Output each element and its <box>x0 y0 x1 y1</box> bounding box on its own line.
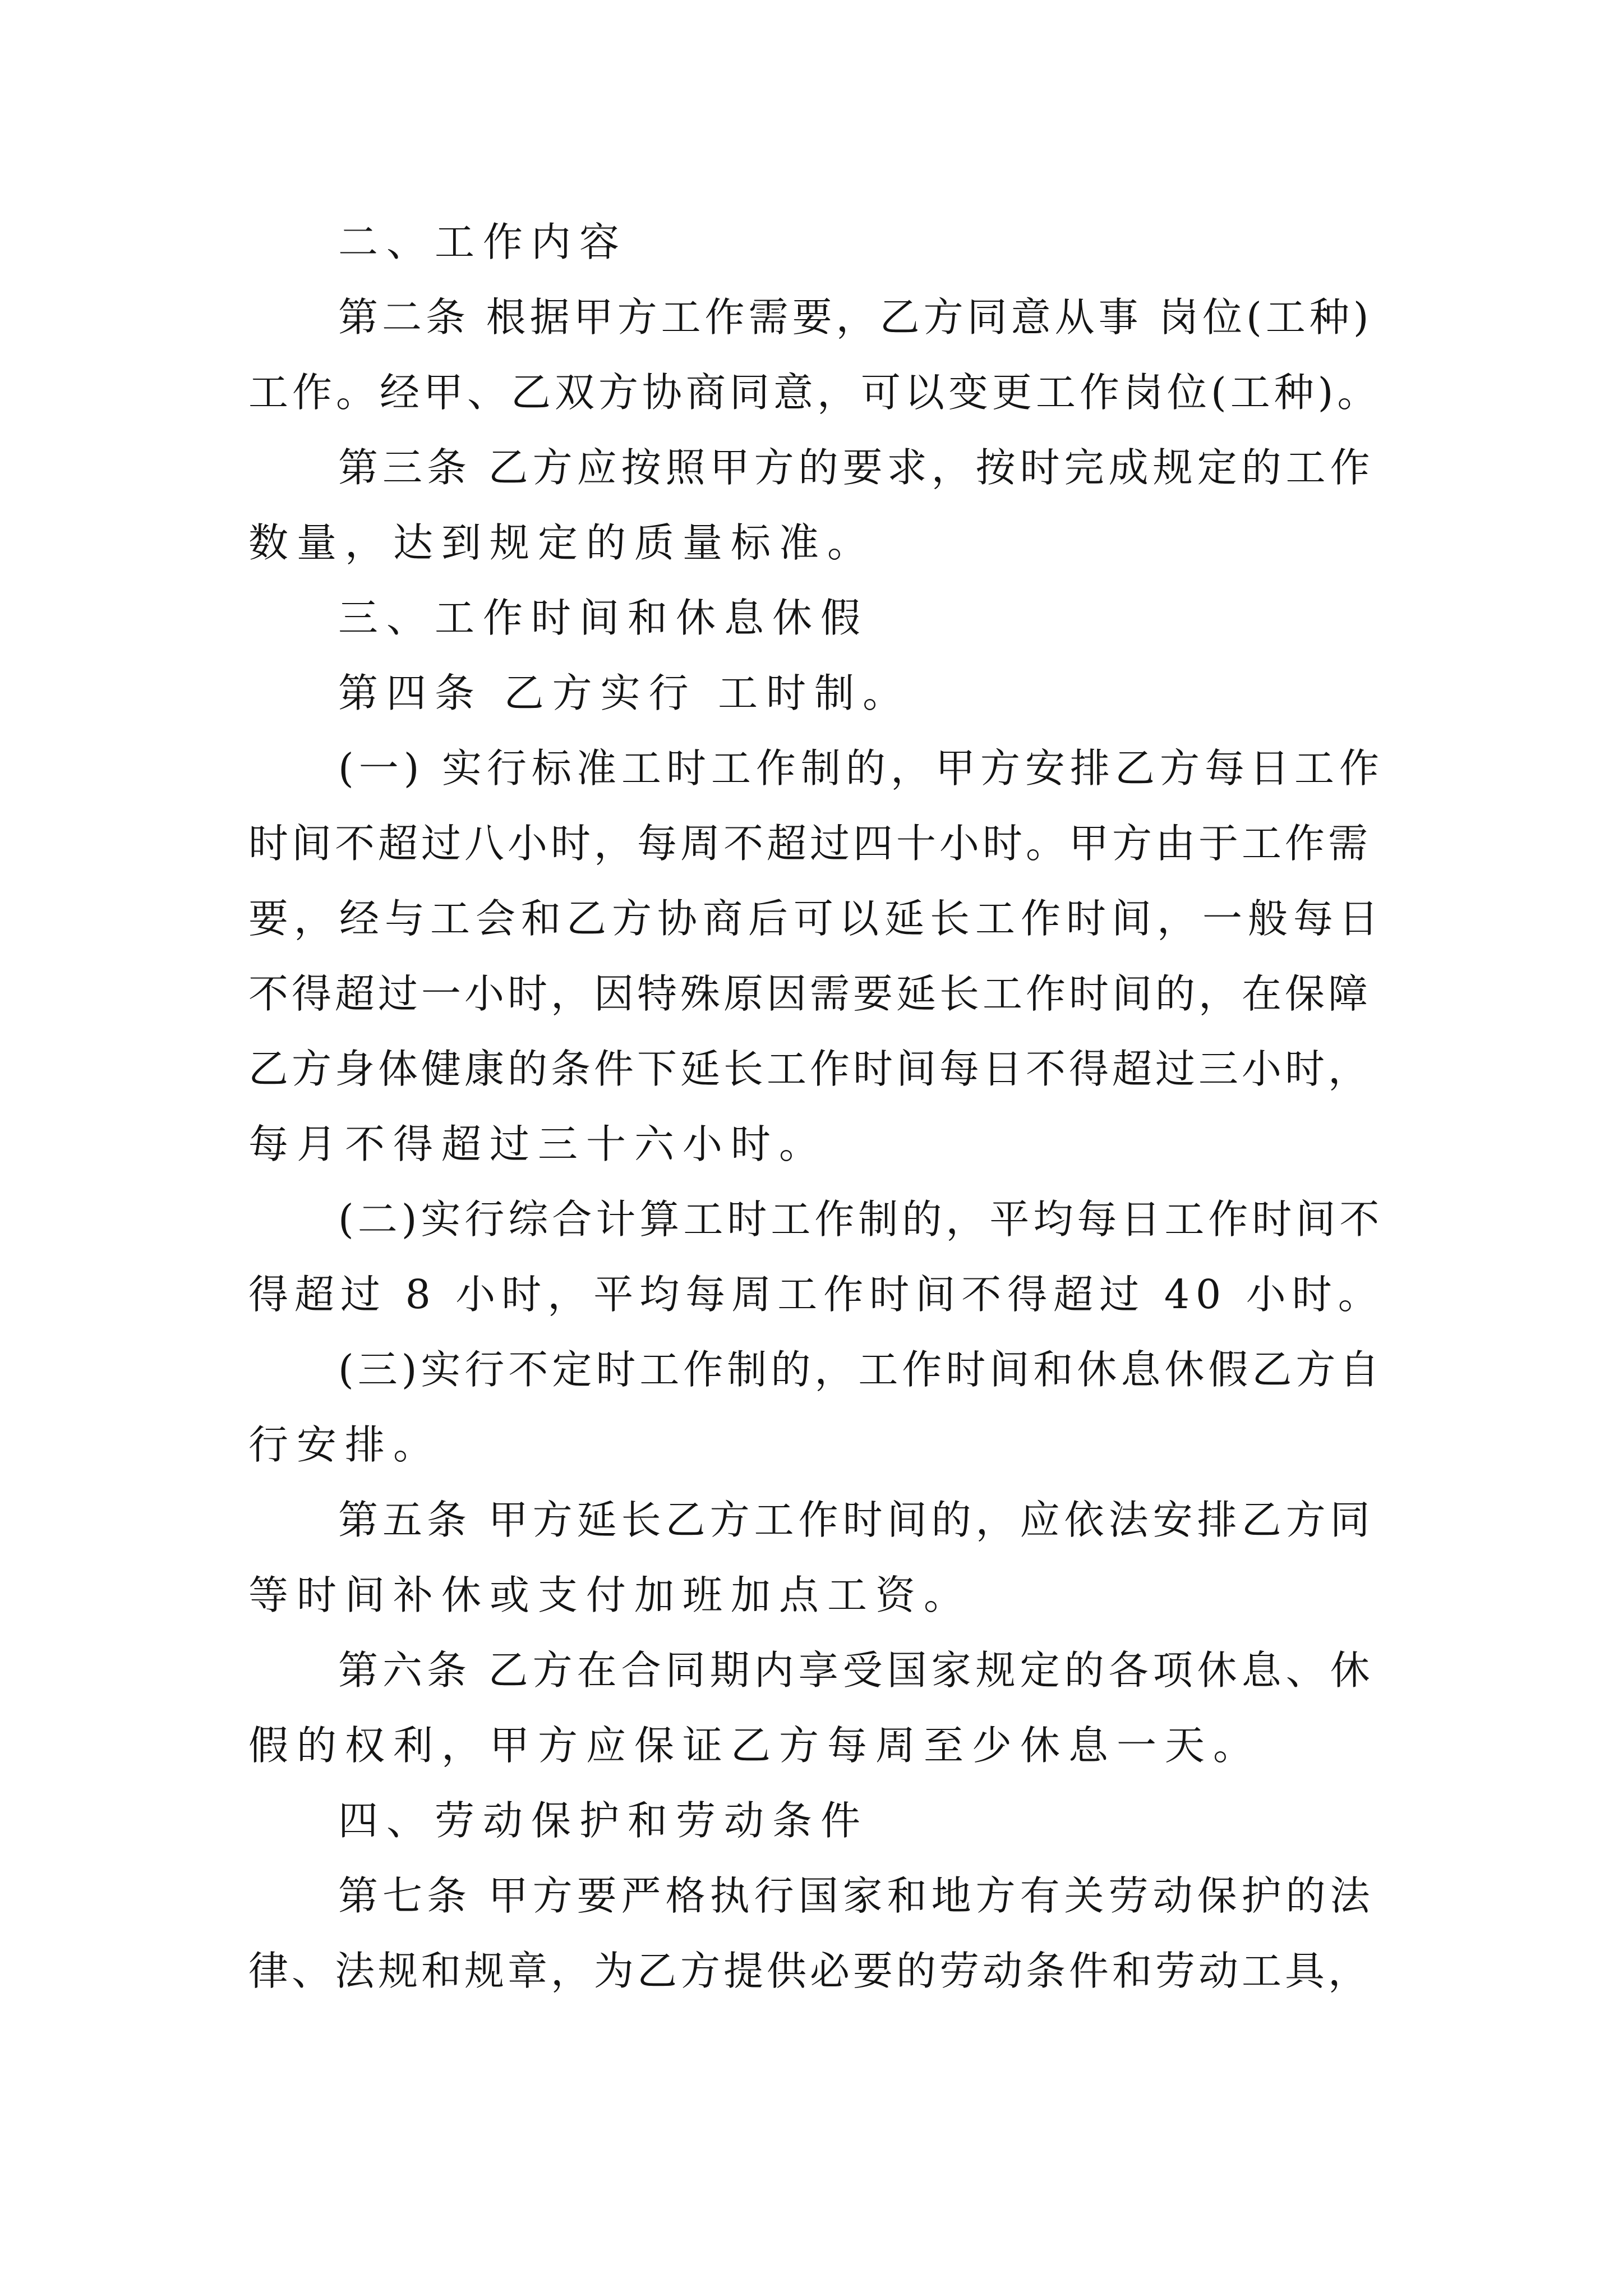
article-4-item-2-line-1: (二)实行综合计算工时工作制的，平均每日工作时间不 <box>338 1196 1384 1243</box>
article-3-line-1: 第三条 乙方应按照甲方的要求，按时完成规定的工作 <box>338 444 1375 491</box>
article-4-item-3-line-1: (三)实行不定时工作制的，工作时间和休息休假乙方自 <box>338 1346 1384 1393</box>
article-2-line-2: 工作。经甲、乙双方协商同意，可以变更工作岗位(工种)。 <box>248 369 1381 416</box>
article-2-line-1: 第二条 根据甲方工作需要，乙方同意从事 岗位(工种) <box>338 294 1373 341</box>
article-3-line-2: 数量，达到规定的质量标准。 <box>248 519 876 566</box>
article-4-item-1-line-5: 乙方身体健康的条件下延长工作时间每日不得超过三小时， <box>248 1046 1372 1092</box>
section-heading-work-hours: 三、工作时间和休息休假 <box>338 595 869 641</box>
article-6-line-1: 第六条 乙方在合同期内享受国家规定的各项休息、休 <box>338 1647 1375 1694</box>
article-4-item-1-line-1: (一) 实行标准工时工作制的，甲方安排乙方每日工作 <box>338 745 1384 792</box>
article-4-item-3-line-2: 行安排。 <box>248 1421 442 1468</box>
article-4-item-1-line-4: 不得超过一小时，因特殊原因需要延长工作时间的，在保障 <box>248 970 1372 1017</box>
article-4-item-1-line-6: 每月不得超过三十六小时。 <box>248 1121 828 1167</box>
article-5-line-2: 等时间补休或支付加班加点工资。 <box>248 1572 972 1618</box>
article-4-item-1-line-2: 时间不超过八小时，每周不超过四十小时。甲方由于工作需 <box>248 820 1372 867</box>
article-5-line-1: 第五条 甲方延长乙方工作时间的，应依法安排乙方同 <box>338 1497 1375 1543</box>
article-4-item-1-line-3: 要，经与工会和乙方协商后可以延长工作时间，一般每日 <box>248 895 1385 942</box>
article-4-line-1: 第四条 乙方实行 工时制。 <box>338 670 911 716</box>
section-heading-work-content: 二、工作内容 <box>338 219 628 265</box>
section-heading-labor-protection: 四、劳动保护和劳动条件 <box>338 1797 869 1844</box>
article-7-line-2: 律、法规和规章，为乙方提供必要的劳动条件和劳动工具， <box>248 1948 1372 1994</box>
article-6-line-2: 假的权利，甲方应保证乙方每周至少休息一天。 <box>248 1722 1262 1769</box>
article-4-item-2-line-2: 得超过 8 小时，平均每周工作时间不得超过 40 小时。 <box>248 1271 1384 1318</box>
article-7-line-1: 第七条 甲方要严格执行国家和地方有关劳动保护的法 <box>338 1872 1375 1919</box>
